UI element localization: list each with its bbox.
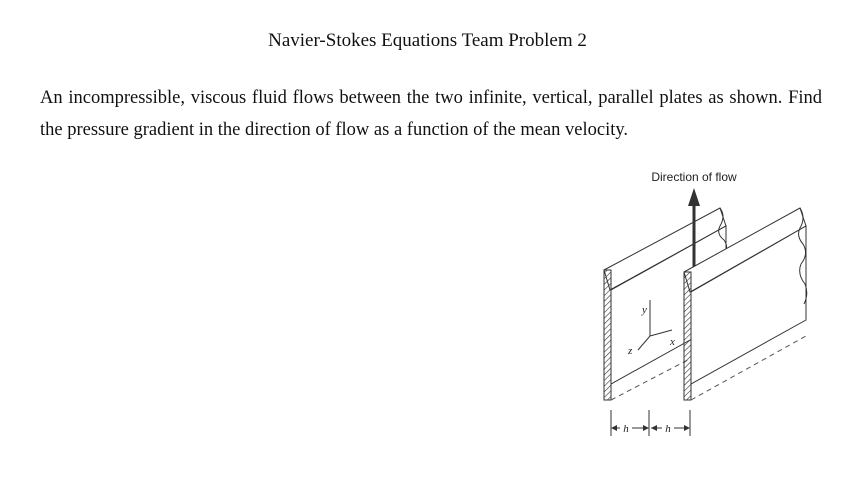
- axis-y-label: y: [642, 304, 647, 316]
- dimension-h-left: h: [623, 423, 629, 435]
- page-title: Navier-Stokes Equations Team Problem 2: [268, 30, 587, 51]
- dimension-h-right: h: [665, 423, 671, 435]
- axis-z-label: z: [628, 345, 633, 357]
- problem-statement: An incompressible, viscous fluid flows between the two infinite, vertical, parallel plates as shown. Find the pressure gradient in the direction of flow as a function of the mean velocity.: [40, 88, 822, 140]
- axis-x-label: x: [670, 336, 675, 348]
- flow-direction-label: Direction of flow: [651, 170, 737, 184]
